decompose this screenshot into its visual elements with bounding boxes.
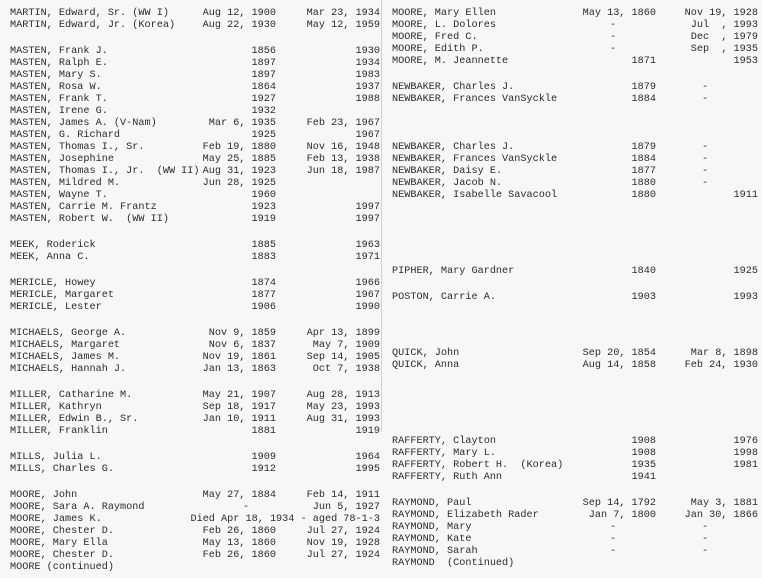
record-born: 1941	[631, 472, 656, 483]
record-born: -	[242, 502, 250, 513]
record-born: 1932	[251, 106, 276, 117]
record-died: 1967	[355, 130, 380, 141]
record-died: 1967	[355, 290, 380, 301]
record-died: Nov 16, 1948	[306, 142, 380, 153]
record-died: Jun 18, 1987	[306, 166, 380, 177]
record-born: Jan 13, 1863	[202, 364, 276, 375]
record-row	[10, 106, 380, 118]
record-name: MILLER, Kathryn	[10, 402, 102, 413]
record-row	[10, 514, 380, 526]
record-name: RAYMOND, Elizabeth Rader	[392, 510, 539, 521]
record-name: MOORE, Mary Ellen	[392, 8, 496, 19]
record-row	[10, 240, 380, 252]
record-born: 1840	[631, 266, 656, 277]
record-born: Sep 18, 1917	[202, 402, 276, 413]
record-born: 1884	[631, 94, 656, 105]
record-born: Aug 22, 1930	[202, 20, 276, 31]
record-name: MARTIN, Edward, Sr. (WW I)	[10, 8, 169, 19]
record-died: Dec , 1979	[690, 32, 758, 43]
record-name: PIPHER, Mary Gardner	[392, 266, 515, 277]
record-born: 1925	[251, 130, 276, 141]
record-born: Feb 19, 1880	[202, 142, 276, 153]
record-born: Jun 28, 1925	[202, 178, 276, 189]
record-row	[10, 202, 380, 214]
record-row	[10, 340, 380, 352]
column-divider	[381, 0, 382, 432]
record-born: Aug 12, 1900	[202, 8, 276, 19]
record-died: 1964	[355, 452, 380, 463]
record-born: 1923	[251, 202, 276, 213]
record-row	[10, 364, 380, 376]
record-row	[10, 302, 380, 314]
record-row	[392, 546, 758, 558]
record-born: May 21, 1907	[202, 390, 276, 401]
record-row	[10, 562, 380, 574]
record-name: RAYMOND (Continued)	[392, 558, 515, 569]
record-died: Jul 27, 1924	[306, 550, 380, 561]
record-name: MASTEN, Carrie M. Frantz	[10, 202, 157, 213]
record-born: 1919	[251, 214, 276, 225]
record-row	[392, 534, 758, 546]
record-name: MASTEN, Josephine	[10, 154, 114, 165]
record-row	[392, 522, 758, 534]
record-died: -	[701, 142, 709, 153]
record-died: Sep , 1935	[690, 44, 758, 55]
record-name: MICHAELS, James M.	[10, 352, 121, 363]
record-born: Nov 6, 1837	[208, 340, 276, 351]
record-born: May 13, 1860	[202, 538, 276, 549]
record-died: 1919	[355, 426, 380, 437]
record-born: 1874	[251, 278, 276, 289]
record-died: Jan 30, 1866	[684, 510, 758, 521]
record-row	[10, 154, 380, 166]
record-died: 1995	[355, 464, 380, 475]
record-name: MOORE, Sara A. Raymond	[10, 502, 145, 513]
record-born: 1880	[631, 190, 656, 201]
record-born: -	[609, 32, 617, 43]
record-died: Feb 13, 1938	[306, 154, 380, 165]
record-born: 1856	[251, 46, 276, 57]
record-name: MASTEN, James A. (V-Nam)	[10, 118, 157, 129]
record-name: MERICLE, Howey	[10, 278, 96, 289]
record-died: Jul , 1993	[690, 20, 758, 31]
record-name: MASTEN, Robert W. (WW II)	[10, 214, 169, 225]
record-born: 1909	[251, 452, 276, 463]
record-born: Mar 6, 1935	[208, 118, 276, 129]
record-name: NEWBAKER, Frances VanSyckle	[392, 94, 558, 105]
record-born: May 25, 1885	[202, 154, 276, 165]
record-row	[392, 44, 758, 56]
record-name: MASTEN, Rosa W.	[10, 82, 102, 93]
record-name: MASTEN, Wayne T.	[10, 190, 108, 201]
record-row	[10, 8, 380, 20]
record-name: MEEK, Anna C.	[10, 252, 90, 263]
record-row	[10, 550, 380, 562]
record-born: Sep 20, 1854	[582, 348, 656, 359]
record-born: 1935	[631, 460, 656, 471]
record-name: NEWBAKER, Charles J.	[392, 82, 515, 93]
record-row	[392, 154, 758, 166]
record-row	[392, 510, 758, 522]
record-born: 1897	[251, 70, 276, 81]
record-name: MASTEN, Irene G.	[10, 106, 108, 117]
record-died: Jun 5, 1927	[312, 502, 380, 513]
record-name: RAFFERTY, Ruth Ann	[392, 472, 503, 483]
record-name: MOORE, Chester D.	[10, 550, 114, 561]
record-row	[10, 538, 380, 550]
record-died: 1976	[733, 436, 758, 447]
record-name: MASTEN, Mary S.	[10, 70, 102, 81]
record-died: Jul 27, 1924	[306, 526, 380, 537]
record-name: MASTEN, Ralph E.	[10, 58, 108, 69]
record-row	[10, 82, 380, 94]
record-name: MASTEN, Frank T.	[10, 94, 108, 105]
record-name: NEWBAKER, Charles J.	[392, 142, 515, 153]
record-died: May 12, 1959	[306, 20, 380, 31]
record-name: MOORE, James K.	[10, 514, 102, 525]
record-died: 1930	[355, 46, 380, 57]
record-died: 1998	[733, 448, 758, 459]
record-died: Feb 23, 1967	[306, 118, 380, 129]
record-name: RAYMOND, Sarah	[392, 546, 478, 557]
record-born: Aug 14, 1858	[582, 360, 656, 371]
record-name: QUICK, John	[392, 348, 460, 359]
record-name: MOORE, Chester D.	[10, 526, 114, 537]
record-died: 1925	[733, 266, 758, 277]
record-born: 1871	[631, 56, 656, 67]
record-died: -	[701, 94, 709, 105]
record-died: 1990	[355, 302, 380, 313]
record-died: Sep 14, 1905	[306, 352, 380, 363]
record-row	[392, 178, 758, 190]
record-row	[10, 278, 380, 290]
record-died: Apr 13, 1899	[306, 328, 380, 339]
record-name: MOORE, Fred C.	[392, 32, 478, 43]
record-died: -	[701, 522, 709, 533]
record-row	[392, 292, 758, 304]
record-died: 1971	[355, 252, 380, 263]
record-row	[10, 20, 380, 32]
record-row	[10, 70, 380, 82]
record-born: 1885	[251, 240, 276, 251]
record-died: 1983	[355, 70, 380, 81]
record-row	[392, 94, 758, 106]
record-born: 1881	[251, 426, 276, 437]
record-row	[10, 352, 380, 364]
record-died: Aug 31, 1993	[306, 414, 380, 425]
record-row	[10, 452, 380, 464]
record-name: RAYMOND, Kate	[392, 534, 472, 545]
record-row	[392, 142, 758, 154]
record-died: Nov 19, 1928	[684, 8, 758, 19]
record-row	[10, 390, 380, 402]
record-row	[392, 32, 758, 44]
record-died: Feb 14, 1911	[306, 490, 380, 501]
record-died: Nov 19, 1928	[306, 538, 380, 549]
record-born: May 13, 1860	[582, 8, 656, 19]
record-died: 1981	[733, 460, 758, 471]
record-row	[10, 328, 380, 340]
record-died: 1911	[733, 190, 758, 201]
record-name: MICHAELS, Margaret	[10, 340, 121, 351]
record-row	[392, 82, 758, 94]
record-row	[392, 190, 758, 202]
record-born: 1879	[631, 82, 656, 93]
record-died: -	[701, 82, 709, 93]
record-born: -	[609, 20, 617, 31]
record-born: Nov 9, 1859	[208, 328, 276, 339]
record-born: 1884	[631, 154, 656, 165]
record-row	[10, 214, 380, 226]
record-died: 1997	[355, 214, 380, 225]
record-row	[10, 490, 380, 502]
record-row	[10, 166, 380, 178]
record-died: 1997	[355, 202, 380, 213]
record-died: May 23, 1993	[306, 402, 380, 413]
record-died: 1988	[355, 94, 380, 105]
record-name: RAYMOND, Mary	[392, 522, 472, 533]
record-born: Aug 31, 1923	[202, 166, 276, 177]
record-born: Sep 14, 1792	[582, 498, 656, 509]
record-name: MOORE, Mary Ella	[10, 538, 108, 549]
record-name: MASTEN, Thomas I., Sr.	[10, 142, 145, 153]
record-died: -	[701, 534, 709, 545]
record-name: RAFFERTY, Clayton	[392, 436, 496, 447]
record-name: MOORE, L. Dolores	[392, 20, 496, 31]
record-row	[392, 166, 758, 178]
record-born: -	[609, 534, 617, 545]
record-born: Feb 26, 1860	[202, 526, 276, 537]
record-died: Oct 7, 1938	[312, 364, 380, 375]
record-row	[392, 436, 758, 448]
record-row	[392, 360, 758, 372]
record-name: NEWBAKER, Isabelle Savacool	[392, 190, 558, 201]
record-name: NEWBAKER, Daisy E.	[392, 166, 503, 177]
record-name: MASTEN, Mildred M.	[10, 178, 121, 189]
record-died: 1953	[733, 56, 758, 67]
record-born: -	[609, 44, 617, 55]
record-born: 1877	[631, 166, 656, 177]
record-died: 1963	[355, 240, 380, 251]
record-row	[10, 414, 380, 426]
record-row	[392, 20, 758, 32]
record-row	[10, 502, 380, 514]
record-row	[10, 190, 380, 202]
record-row	[10, 178, 380, 190]
record-born: 1897	[251, 58, 276, 69]
record-name: RAYMOND, Paul	[392, 498, 472, 509]
record-name: MOORE, Edith P.	[392, 44, 484, 55]
record-note: Died Apr 18, 1934 - aged 78-1-3	[190, 514, 380, 525]
record-born: -	[609, 546, 617, 557]
record-name: NEWBAKER, Jacob N.	[392, 178, 503, 189]
record-row	[10, 526, 380, 538]
record-row	[392, 8, 758, 20]
record-row	[392, 472, 758, 484]
record-died: May 7, 1909	[312, 340, 380, 351]
record-row	[392, 56, 758, 68]
record-row	[10, 118, 380, 130]
record-row	[10, 142, 380, 154]
record-name: MOORE (continued)	[10, 562, 114, 573]
record-born: 1927	[251, 94, 276, 105]
record-name: MICHAELS, Hannah J.	[10, 364, 127, 375]
record-born: 1908	[631, 436, 656, 447]
record-born: 1903	[631, 292, 656, 303]
record-name: MERICLE, Lester	[10, 302, 102, 313]
record-row	[10, 252, 380, 264]
record-born: 1879	[631, 142, 656, 153]
record-died: Feb 24, 1930	[684, 360, 758, 371]
record-name: MILLER, Catharine M.	[10, 390, 133, 401]
record-born: 1960	[251, 190, 276, 201]
record-died: May 3, 1881	[690, 498, 758, 509]
record-born: May 27, 1884	[202, 490, 276, 501]
record-name: MARTIN, Edward, Jr. (Korea)	[10, 20, 176, 31]
record-row	[392, 460, 758, 472]
record-name: QUICK, Anna	[392, 360, 460, 371]
record-row	[392, 498, 758, 510]
record-name: NEWBAKER, Frances VanSyckle	[392, 154, 558, 165]
record-name: RAFFERTY, Mary L.	[392, 448, 496, 459]
record-died: Mar 23, 1934	[306, 8, 380, 19]
record-name: MEEK, Roderick	[10, 240, 96, 251]
record-row	[392, 558, 758, 570]
record-died: -	[701, 166, 709, 177]
record-row	[10, 402, 380, 414]
record-name: MASTEN, Thomas I., Jr. (WW II)	[10, 166, 200, 177]
record-row	[392, 448, 758, 460]
record-died: Aug 28, 1913	[306, 390, 380, 401]
record-name: RAFFERTY, Robert H. (Korea)	[392, 460, 564, 471]
record-died: -	[701, 546, 709, 557]
record-born: Jan 7, 1800	[588, 510, 656, 521]
record-born: 1883	[251, 252, 276, 263]
record-born: Feb 26, 1860	[202, 550, 276, 561]
record-name: MOORE, John	[10, 490, 78, 501]
record-died: -	[701, 154, 709, 165]
record-born: 1908	[631, 448, 656, 459]
record-died: 1966	[355, 278, 380, 289]
record-name: MILLER, Edwin B., Sr.	[10, 414, 139, 425]
record-name: MILLS, Julia L.	[10, 452, 102, 463]
record-died: 1937	[355, 82, 380, 93]
record-born: Nov 19, 1861	[202, 352, 276, 363]
record-row	[10, 426, 380, 438]
record-name: MILLS, Charles G.	[10, 464, 114, 475]
record-born: 1906	[251, 302, 276, 313]
record-born: 1912	[251, 464, 276, 475]
record-row	[392, 348, 758, 360]
record-name: MASTEN, Frank J.	[10, 46, 108, 57]
record-row	[10, 94, 380, 106]
record-born: 1864	[251, 82, 276, 93]
record-row	[10, 464, 380, 476]
record-row	[10, 46, 380, 58]
record-name: MILLER, Franklin	[10, 426, 108, 437]
record-born: -	[609, 522, 617, 533]
record-died: -	[701, 178, 709, 189]
record-name: POSTON, Carrie A.	[392, 292, 496, 303]
record-name: MASTEN, G. Richard	[10, 130, 121, 141]
record-born: Jan 10, 1911	[202, 414, 276, 425]
record-row	[392, 266, 758, 278]
record-born: 1880	[631, 178, 656, 189]
record-row	[10, 58, 380, 70]
record-died: 1934	[355, 58, 380, 69]
record-row	[10, 130, 380, 142]
record-died: Mar 8, 1898	[690, 348, 758, 359]
record-name: MOORE, M. Jeannette	[392, 56, 509, 67]
record-row	[10, 290, 380, 302]
record-name: MICHAELS, George A.	[10, 328, 127, 339]
record-born: 1877	[251, 290, 276, 301]
record-died: 1993	[733, 292, 758, 303]
record-name: MERICLE, Margaret	[10, 290, 114, 301]
